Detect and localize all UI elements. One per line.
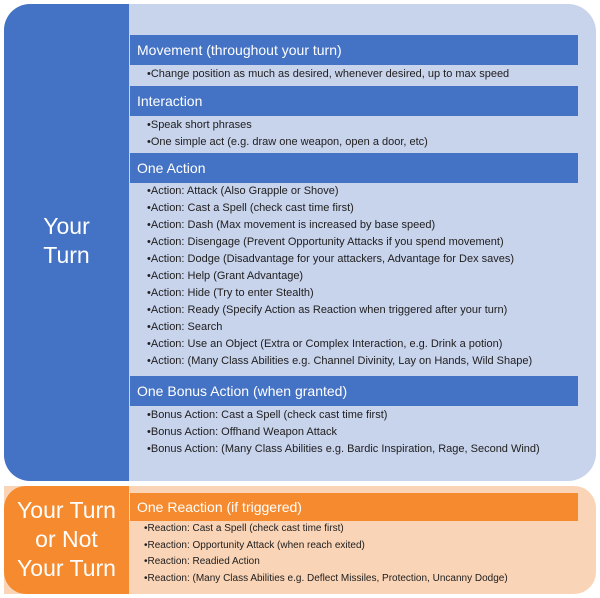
- section-header-one-action: One Action: [130, 153, 578, 183]
- list-item: •Action: Search: [147, 321, 223, 333]
- either-turn-label-line-1: Your Turn: [17, 497, 116, 523]
- list-item: •Action: Hide (Try to enter Stealth): [147, 287, 314, 299]
- section-header-reaction: One Reaction (if triggered): [130, 493, 578, 521]
- section-header-interaction: Interaction: [130, 86, 578, 116]
- list-item: •Speak short phrases: [147, 119, 252, 131]
- either-turn-label-line-3: Your Turn: [17, 555, 116, 581]
- list-item: •Reaction: Readied Action: [144, 556, 260, 567]
- either-turn-tab: [4, 486, 129, 594]
- either-turn-label: [4, 496, 129, 583]
- list-item: •Action: Attack (Also Grapple or Shove): [147, 185, 339, 197]
- list-item: •Bonus Action: Offhand Weapon Attack: [147, 426, 337, 438]
- list-item: •Action: Dodge (Disadvantage for your attackers, Advantage for Dex saves): [147, 253, 515, 265]
- list-item: •Action: Cast a Spell (check cast time first): [147, 202, 354, 214]
- your-turn-label-line-1: Your: [43, 213, 90, 239]
- section-header-bonus-action: One Bonus Action (when granted): [130, 376, 578, 406]
- list-item: •Action: Dash (Max movement is increased by base speed): [147, 219, 436, 231]
- your-turn-label-line-2: Turn: [43, 242, 90, 268]
- list-item: •Action: Use an Object (Extra or Complex Interaction, e.g. Drink a potion): [147, 338, 503, 350]
- either-turn-label-line-2: or Not: [35, 526, 98, 552]
- list-item: •One simple act (e.g. draw one weapon, open a door, etc): [147, 136, 428, 148]
- list-item: •Action: Ready (Specify Action as Reaction when triggered after your turn): [147, 304, 508, 316]
- list-item: •Bonus Action: Cast a Spell (check cast time first): [147, 409, 388, 421]
- list-item: •Change position as much as desired, whenever desired, up to max speed: [147, 68, 510, 80]
- list-item: •Reaction: (Many Class Abilities e.g. Deflect Missiles, Protection, Uncanny Dodge): [144, 572, 508, 584]
- list-item: •Action: (Many Class Abilities e.g. Channel Divinity, Lay on Hands, Wild Shape): [147, 355, 533, 367]
- list-item: •Action: Help (Grant Advantage): [147, 270, 304, 282]
- section-header-movement: Movement (throughout your turn): [130, 35, 578, 65]
- section-list-bonus-action: [147, 407, 540, 458]
- list-item: •Reaction: Cast a Spell (check cast time first): [144, 523, 344, 534]
- your-turn-tab: [4, 4, 129, 481]
- section-list-one-action: [147, 183, 532, 370]
- section-list-reaction: [144, 521, 508, 587]
- your-turn-label: [4, 212, 129, 270]
- list-item: •Action: Disengage (Prevent Opportunity Attacks if you spend movement): [147, 236, 504, 248]
- list-item: •Bonus Action: (Many Class Abilities e.g. Bardic Inspiration, Rage, Second Wind): [147, 443, 540, 455]
- list-item: •Reaction: Opportunity Attack (when reach exited): [144, 539, 365, 551]
- section-list-movement: [147, 66, 509, 83]
- section-list-interaction: [147, 117, 428, 151]
